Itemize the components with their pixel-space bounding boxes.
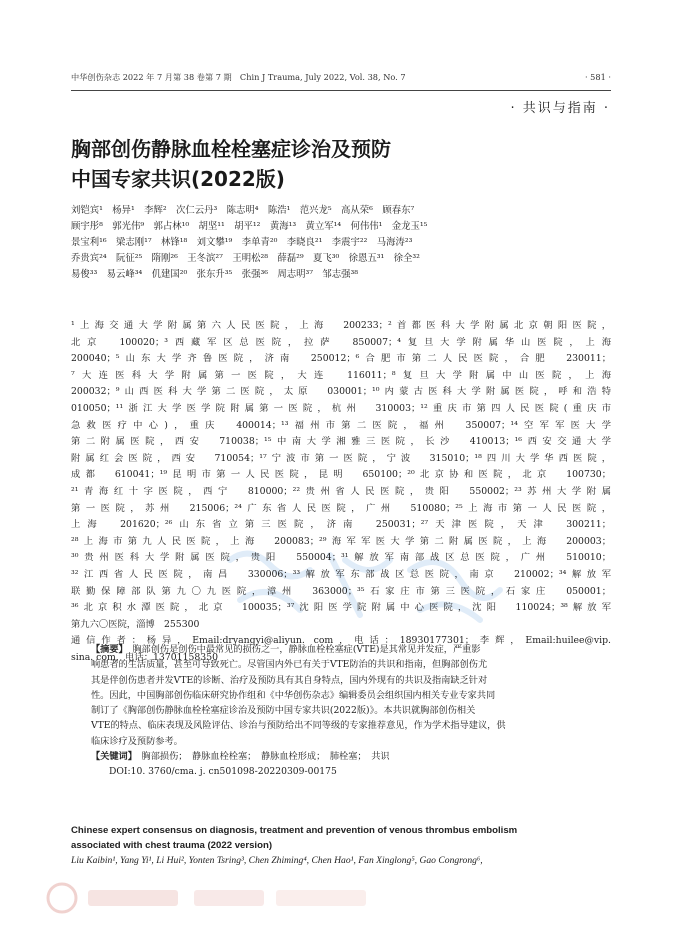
affiliation-line: 200032；⁹山西医科大学第二医院，太原 030001；¹⁰内蒙古医科大学附属医院，呼和浩特	[71, 386, 611, 398]
doi: DOI:10. 3760/cma. j. cn501098-20220309-00175	[109, 766, 337, 778]
publisher-logo-icon	[44, 880, 374, 916]
affiliation-line: 成都 610041；¹⁹昆明市第一人民医院，昆明 650100；²⁰北京协和医院，北京 100730；	[71, 469, 611, 481]
abstract-line: 响患者的生活质量，甚至可导致死亡。尽管国内外已有关于VTE防治的共识和指南，但胸部创伤尤	[91, 659, 488, 671]
correspondence-line: 通信作者：杨异，Email:dryangyi@aliyun. com，电话：18930177301；李辉，Email:huilee@vip.	[71, 635, 611, 647]
affiliation-line: 北京 100020；³西藏军区总医院，拉萨 850007；⁴复旦大学附属华山医院，上海	[71, 336, 611, 348]
affiliation-line: 上海 201620；²⁶山东省立第三医院，济南 250031；²⁷天津医院，天津 300211；	[71, 519, 611, 531]
author-list	[71, 203, 611, 283]
article-title	[71, 134, 611, 194]
abstract-label: 【摘要】	[91, 644, 124, 655]
header-rule	[71, 90, 611, 91]
affiliation-line: 联勤保障部队第九〇九医院，漳州 363000；³⁵石家庄市第三医院，石家庄 050001；	[71, 585, 611, 597]
affiliation-line: ²¹青海红十字医院，西宁 810000；²²贵州省人民医院，贵阳 550002；²³苏州大学附属	[71, 485, 611, 497]
keywords-label: 【关键词】	[91, 751, 133, 763]
affiliation-line: ³²江西省人民医院，南昌 330006；³³解放军东部战区总医院，南京 210002；³⁴解放军	[71, 568, 611, 580]
english-title-line: associated with chest trauma (2022 version)	[71, 839, 273, 851]
affiliation-line: 第二附属医院，西安 710038；¹⁵中南大学湘雅三医院，长沙 410013；¹⁶西安交通大学	[71, 436, 611, 448]
affiliation-line: 第一医院，苏州 215006；²⁴广东省人民医院，广州 510080；²⁵上海市第一人民医院，	[71, 502, 611, 514]
correspondence-line: sina. com，电话：13701158350	[71, 651, 219, 663]
abstract-line: 其是伴创伤患者并发VTE的诊断、治疗及预防具有其自身特点，国内外现有的共识及指南缺乏针对	[91, 674, 488, 686]
abstract-line: 临床诊疗及预防参考。	[91, 735, 183, 747]
title-line: 中国专家共识(2022版)	[71, 167, 285, 191]
affiliation-line: ²⁸上海市第九人民医院，上海 200083；²⁹海军军医大学第二附属医院，上海 200003；	[71, 535, 611, 547]
page-number: · 581 ·	[584, 72, 611, 82]
section-tag: · 共识与指南 ·	[510, 101, 610, 116]
abstract-line: 性。因此，中国胸部创伤临床研究协作组和《中华创伤杂志》编辑委员会组织国内相关专业专家共同	[91, 689, 496, 701]
affiliation-line: ³⁰贵州医科大学附属医院，贵阳 550004；³¹解放军南部战区总医院，广州 510010；	[71, 552, 611, 564]
author-line: 易俊³³ 易云峰³⁴ 仉建国²⁰ 张东升³⁵ 张强³⁶ 周志明³⁷ 邹志强³⁸	[71, 269, 358, 280]
abstract-text: 胸部创伤是创伤中最常见的损伤之一，静脉血栓栓塞症(VTE)是其常见并发症，严重影	[132, 644, 481, 655]
abstract-line: 制订了《胸部创伤静脉血栓栓塞症诊治及预防中国专家共识(2022版)》。本共识就胸部创伤相关	[91, 705, 476, 717]
english-title-line: Chinese expert consensus on diagnosis, treatment and prevention of venous thrombus embolism	[71, 825, 518, 836]
affiliation-line: 附属红会医院，西安 710054；¹⁷宁波市第一医院，宁波 315010；¹⁸四川大学华西医院，	[71, 452, 611, 464]
running-header	[71, 72, 611, 86]
english-title	[71, 824, 611, 853]
affiliation-line: 急救医疗中心)，重庆 400014；¹³福州市第二医院，福州 350007；¹⁴空军军医大学	[71, 419, 611, 431]
author-line: 景宝利¹⁶ 梁志刚¹⁷ 林锋¹⁸ 刘文攀¹⁹ 李单青²⁰ 李晓良²¹ 李震宇²² 马海涛²³	[71, 237, 413, 248]
affiliation-line: 200040；⁵山东大学齐鲁医院，济南 250012；⁶合肥市第二人民医院，合肥 230011；	[71, 353, 611, 365]
journal-citation: 中华创伤杂志 2022 年 7 月第 38 卷第 7 期 Chin J Trauma, July 2022, Vol. 38, No. 7	[71, 72, 406, 82]
abstract-line-first	[91, 642, 589, 657]
affiliation-line: 010050；¹¹浙江大学医学院附属第一医院，杭州 310003；¹²重庆市第四人民医院(重庆市	[71, 402, 611, 414]
title-line: 胸部创伤静脉血栓栓塞症诊治及预防	[71, 137, 391, 161]
author-line: 刘铠宾¹ 杨异¹ 李辉² 次仁云丹³ 陈志明⁴ 陈浩¹ 范兴龙⁵ 高从荣⁶ 顾春东⁷	[71, 205, 415, 216]
abstract	[91, 642, 589, 780]
abstract-line: VTE的特点、临床表现及风险评估、诊治与预防给出不同等级的专家推荐意见，作为学术指导建议，供	[91, 720, 506, 732]
affiliation-line: ⁷大连医科大学附属第一医院，大连 116011；⁸复旦大学附属中山医院，上海	[71, 369, 611, 381]
affiliation-line: 第九六〇医院，淄博 255300	[71, 618, 200, 630]
english-authors: Liu Kaibin¹, Yang Yi¹, Li Hui², Yonten Tsring³, Chen Zhiming⁴, Chen Hao¹, Fan Xinglong⁵, Gao Congrong⁶,	[71, 855, 483, 866]
affiliations	[71, 318, 611, 666]
author-line: 乔贵宾²⁴ 阮征²⁵ 隋刚²⁶ 王冬滨²⁷ 王明松²⁸ 薛磊²⁹ 夏飞³⁰ 徐恩五³¹ 徐全³²	[71, 253, 420, 264]
keywords: 胸部损伤； 静脉血栓栓塞； 静脉血栓形成； 肺栓塞； 共识	[141, 751, 390, 763]
affiliation-line: ¹上海交通大学附属第六人民医院，上海 200233；²首都医科大学附属北京朝阳医院，	[71, 320, 611, 331]
author-line: 顾宇彤⁸ 郭光伟⁹ 郭占林¹⁰ 胡坚¹¹ 胡平¹² 黄海¹³ 黄立军¹⁴ 何伟伟¹ 金龙玉¹⁵	[71, 221, 428, 232]
keywords-line	[91, 749, 589, 764]
affiliation-line: ³⁶北京积水潭医院，北京 100035；³⁷沈阳医学院附属中心医院，沈阳 110024；³⁸解放军	[71, 602, 611, 614]
